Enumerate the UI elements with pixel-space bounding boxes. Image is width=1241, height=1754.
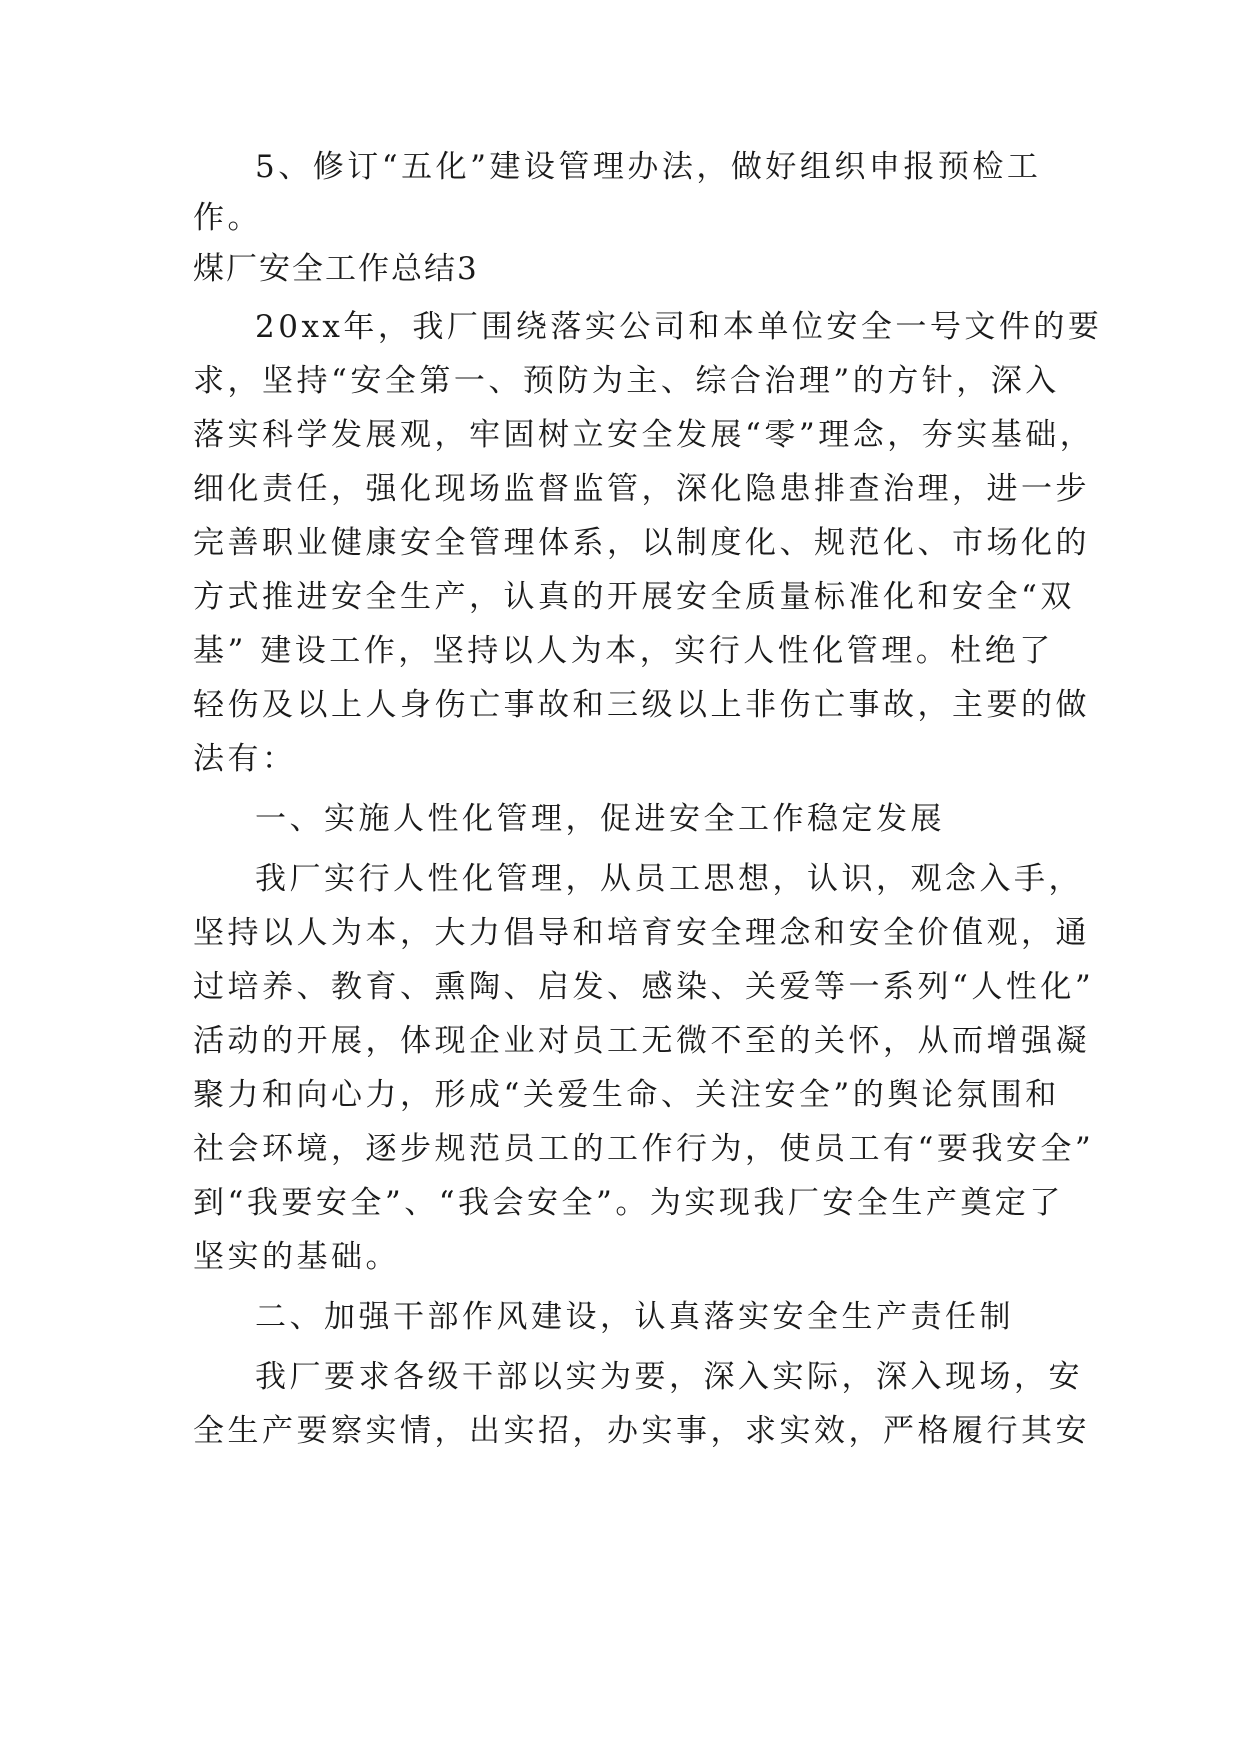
intro-paragraph-line-9: 法有： — [193, 741, 297, 777]
heading-two: 二、加强干部作风建设，认真落实安全生产责任制 — [255, 1299, 1014, 1335]
heading-one: 一、实施人性化管理，促进安全工作稳定发展 — [255, 801, 945, 837]
paragraph-one-line-3: 过培养、教育、熏陶、启发、感染、关爱等一系列“人性化” — [193, 969, 1095, 1005]
paragraph-two-line-2: 全生产要察实情，出实招，办实事，求实效，严格履行其安 — [193, 1413, 1090, 1449]
intro-paragraph-line-8: 轻伤及以上人身伤亡事故和三级以上非伤亡事故，主要的做 — [193, 687, 1090, 723]
item-5-line-2: 作。 — [193, 200, 262, 236]
intro-paragraph-line-7: 基” 建设工作，坚持以人为本，实行人性化管理。杜绝了 — [193, 633, 1054, 669]
section-title: 煤厂安全工作总结3 — [193, 251, 479, 287]
item-5-line-1: 5、修订“五化”建设管理办法，做好组织申报预检工 — [255, 149, 1042, 185]
intro-paragraph-line-4: 细化责任，强化现场监督监管，深化隐患排查治理，进一步 — [193, 471, 1090, 507]
intro-paragraph-line-5: 完善职业健康安全管理体系，以制度化、规范化、市场化的 — [193, 525, 1090, 561]
paragraph-one-line-6: 社会环境，逐步规范员工的工作行为，使员工有“要我安全” — [193, 1131, 1095, 1167]
paragraph-one-line-1: 我厂实行人性化管理，从员工思想，认识，观念入手， — [255, 861, 1083, 897]
paragraph-one-line-5: 聚力和向心力，形成“关爱生命、关注安全”的舆论氛围和 — [193, 1077, 1060, 1113]
paragraph-two-line-1: 我厂要求各级干部以实为要，深入实际，深入现场，安 — [255, 1359, 1083, 1395]
paragraph-one-line-8: 坚实的基础。 — [193, 1239, 400, 1275]
intro-paragraph-line-3: 落实科学发展观，牢固树立安全发展“零”理念，夯实基础， — [193, 417, 1095, 453]
intro-paragraph-line-2: 求，坚持“安全第一、预防为主、综合治理”的方针，深入 — [193, 363, 1060, 399]
intro-paragraph-line-1: 20xx年，我厂围绕落实公司和本单位安全一号文件的要 — [255, 309, 1103, 345]
paragraph-one-line-7: 到“我要安全”、“我会安全”。为实现我厂安全生产奠定了 — [193, 1185, 1064, 1221]
paragraph-one-line-2: 坚持以人为本，大力倡导和培育安全理念和安全价值观，通 — [193, 915, 1090, 951]
intro-paragraph-line-6: 方式推进安全生产，认真的开展安全质量标准化和安全“双 — [193, 579, 1075, 615]
paragraph-one-line-4: 活动的开展，体现企业对员工无微不至的关怀，从而增强凝 — [193, 1023, 1090, 1059]
